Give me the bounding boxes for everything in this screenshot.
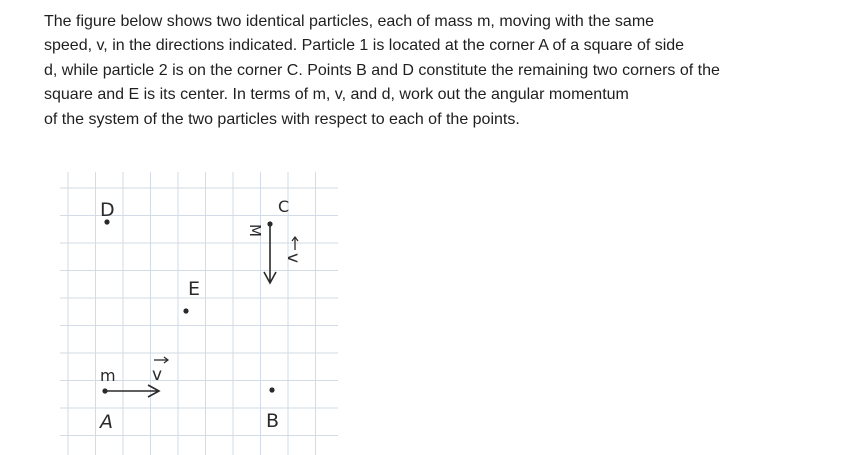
problem-line: d, while particle 2 is on the corner C. Points B and D constitute the remaining two corners of the [44,61,720,79]
problem-line: speed, v, in the directions indicated. Particle 1 is located at the corner A of a square of side [44,37,685,55]
velocity-label-particle-1: v [152,365,163,385]
square-figure [60,172,350,455]
mass-label-particle-1: m [100,366,116,385]
velocity-label-particle-2: v [283,253,303,264]
corner-b-dot [269,387,274,392]
label-a: A [100,411,113,433]
mass-label-particle-2: M [246,224,264,237]
center-e-dot [183,308,188,313]
figure-canvas [60,172,350,455]
label-d: D [100,199,115,221]
particle-2-dot [267,221,272,226]
label-e: E [188,278,201,300]
problem-statement [44,10,834,132]
problem-line: of the system of the two particles with respect to each of the points. [44,110,520,128]
label-b: B [266,410,280,432]
particle-1-dot [102,388,107,393]
problem-line: square and E is its center. In terms of m, v, and d, work out the angular momentum [44,86,629,104]
problem-line: The figure below shows two identical particles, each of mass m, moving with the same [44,13,655,30]
label-c: C [278,197,290,216]
